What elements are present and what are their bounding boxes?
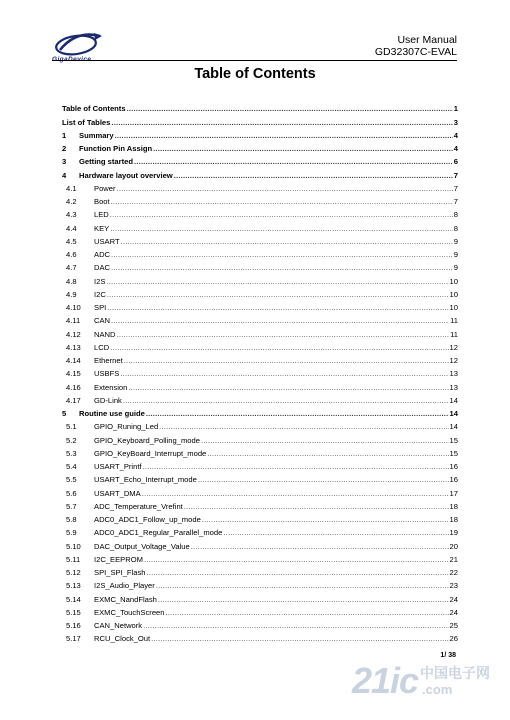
toc-entry-title: Routine use guide — [79, 409, 145, 418]
toc-entry[interactable] — [62, 498, 458, 511]
page-number: 1/ 38 — [440, 652, 456, 659]
toc-entry-title: KEY — [94, 223, 110, 233]
toc-entry-title: List of Tables — [62, 117, 111, 127]
toc-leader-dots — [151, 634, 448, 643]
toc-entry-number: 4.6 — [66, 250, 77, 259]
toc-leader-dots — [207, 449, 448, 458]
toc-entry-page: 4 — [453, 130, 458, 140]
toc-leader-dots — [111, 263, 453, 272]
toc-leader-dots — [117, 330, 450, 339]
toc-entry-title: NAND — [94, 329, 116, 339]
toc-entry-title: LCD — [94, 342, 110, 352]
toc-entry-number: 5.13 — [66, 581, 81, 591]
toc-entry-number: 5.9 — [66, 528, 77, 538]
toc-entry-page: 12 — [449, 342, 458, 352]
toc-leader-dots — [107, 303, 448, 312]
toc-entry-number: 5.10 — [66, 541, 81, 551]
toc-entry-number: 4.4 — [66, 223, 77, 233]
toc-entry-number: 4.10 — [66, 303, 81, 312]
toc-entry-number: 4.1 — [66, 183, 77, 193]
toc-leader-dots — [198, 475, 449, 484]
toc-entry-number: 5.5 — [66, 475, 77, 485]
toc-leader-dots — [110, 343, 448, 352]
toc-entry-number: 4.8 — [66, 276, 77, 286]
toc-entry[interactable] — [62, 551, 458, 564]
toc-leader-dots — [166, 608, 449, 617]
toc-entry[interactable] — [62, 378, 458, 391]
toc-entry-title: I2C_EEPROM — [94, 554, 143, 564]
toc-entry[interactable] — [62, 405, 458, 418]
toc-entry[interactable] — [62, 339, 458, 352]
toc-entry-title: ADC0_ADC1_Follow_up_mode — [94, 515, 201, 524]
toc-entry-page: 22 — [449, 568, 458, 577]
toc-leader-dots — [147, 568, 449, 577]
toc-entry-title: Ethernet — [94, 356, 123, 365]
toc-entry-page: 16 — [449, 475, 458, 485]
toc-entry[interactable] — [62, 127, 458, 140]
toc-leader-dots — [111, 118, 452, 127]
toc-entry-page: 21 — [449, 554, 458, 564]
toc-entry-title: Hardware layout overview — [79, 170, 173, 180]
toc-entry-title: Getting started — [79, 157, 134, 167]
toc-entry-page: 1 — [453, 104, 458, 114]
toc-leader-dots — [201, 436, 449, 445]
toc-entry-number: 4.13 — [66, 342, 81, 352]
toc-entry-number: 4.16 — [66, 382, 81, 392]
toc-entry-page: 14 — [449, 422, 458, 432]
toc-entry-page: 7 — [453, 170, 458, 180]
toc-entry-page: 26 — [449, 634, 458, 644]
toc-leader-dots — [223, 528, 448, 537]
toc-entry-number: 5.17 — [66, 634, 81, 644]
toc-entry-page: 10 — [449, 303, 458, 312]
toc-entry-number: 3 — [62, 157, 67, 167]
toc-leader-dots — [143, 462, 449, 471]
toc-leader-dots — [110, 210, 453, 219]
toc-entry-page: 17 — [449, 488, 458, 498]
toc-leader-dots — [142, 489, 449, 498]
toc-entry[interactable] — [62, 299, 458, 312]
toc-entry-number: 5.16 — [66, 621, 81, 630]
toc-entry[interactable] — [62, 246, 458, 259]
watermark-logo: 21ic — [352, 660, 419, 701]
toc-entry-title: ADC_Temperature_Vrefint — [94, 501, 183, 511]
toc-entry[interactable] — [62, 630, 458, 643]
toc-entry-number: 5.3 — [66, 448, 77, 458]
toc-entry[interactable] — [62, 418, 458, 431]
toc-entry-number: 5.4 — [66, 462, 77, 471]
toc-entry-number: 5.1 — [66, 422, 77, 432]
toc-leader-dots — [159, 422, 448, 431]
table-of-contents — [62, 100, 458, 643]
toc-entry-number: 5.7 — [66, 501, 77, 511]
toc-entry[interactable] — [62, 365, 458, 378]
toc-entry-number: 5.11 — [66, 554, 81, 564]
toc-entry-number: 4 — [62, 170, 67, 180]
logo-wordmark: GigaDevice — [52, 56, 92, 63]
toc-entry-title: Function Pin Assign — [79, 144, 153, 153]
toc-leader-dots — [202, 515, 449, 524]
toc-entry[interactable] — [62, 100, 458, 113]
toc-entry-page: 18 — [449, 501, 458, 511]
toc-entry-title: GPIO_Runing_Led — [94, 422, 159, 432]
toc-entry-page: 15 — [449, 448, 458, 458]
toc-entry-title: GPIO_Keyboard_Polling_mode — [94, 435, 200, 445]
toc-entry-page: 4 — [453, 144, 458, 153]
toc-entry[interactable] — [62, 590, 458, 603]
toc-entry[interactable] — [62, 524, 458, 537]
toc-entry[interactable] — [62, 193, 458, 206]
toc-leader-dots — [117, 184, 453, 193]
toc-entry-page: 8 — [453, 210, 458, 220]
toc-entry[interactable] — [62, 312, 458, 325]
toc-entry-title: DAC_Output_Voltage_Value — [94, 541, 190, 551]
toc-entry[interactable] — [62, 617, 458, 630]
toc-entry-title: I2S_Audio_Player — [94, 581, 155, 591]
toc-leader-dots — [128, 383, 448, 392]
toc-entry[interactable] — [62, 431, 458, 444]
toc-entry-number: 5.12 — [66, 568, 81, 577]
toc-entry-title: ADC — [94, 250, 111, 259]
toc-entry-title: USART_Printf — [94, 462, 142, 471]
toc-entry-number: 4.12 — [66, 329, 81, 339]
toc-leader-dots — [143, 621, 448, 630]
toc-entry[interactable] — [62, 392, 458, 405]
toc-entry[interactable] — [62, 445, 458, 458]
header-doc-type: User Manual — [397, 34, 457, 46]
toc-entry-title: EXMC_NandFlash — [94, 594, 157, 604]
toc-entry-number: 5.6 — [66, 488, 77, 498]
toc-entry-page: 9 — [453, 250, 458, 259]
toc-entry-title: SPI — [94, 303, 107, 312]
toc-entry-title: Power — [94, 183, 116, 193]
toc-entry[interactable] — [62, 458, 458, 471]
toc-entry-page: 8 — [453, 223, 458, 233]
toc-leader-dots — [144, 555, 449, 564]
toc-leader-dots — [110, 224, 453, 233]
toc-leader-dots — [146, 409, 449, 418]
toc-leader-dots — [120, 369, 448, 378]
toc-entry-number: 5.8 — [66, 515, 77, 524]
toc-entry-number: 2 — [62, 144, 67, 153]
toc-entry-page: 14 — [449, 409, 458, 418]
toc-entry-title: I2C — [94, 289, 106, 299]
toc-leader-dots — [156, 581, 449, 590]
toc-entry-page: 11 — [450, 329, 458, 339]
toc-entry-page: 16 — [449, 462, 458, 471]
header-rule — [52, 60, 457, 61]
toc-entry[interactable] — [62, 352, 458, 365]
toc-entry[interactable] — [62, 259, 458, 272]
page-title: Table of Contents — [194, 66, 316, 82]
toc-entry-title: Summary — [79, 130, 114, 140]
toc-entry-number: 4.17 — [66, 395, 81, 405]
toc-entry-page: 13 — [449, 382, 458, 392]
toc-entry-number: 5.2 — [66, 435, 77, 445]
toc-entry-page: 14 — [449, 395, 458, 405]
toc-leader-dots — [111, 197, 453, 206]
toc-leader-dots — [106, 277, 448, 286]
toc-entry-number: 1 — [62, 130, 67, 140]
toc-entry-page: 6 — [453, 157, 458, 167]
toc-entry-number: 5.14 — [66, 594, 81, 604]
toc-entry[interactable] — [62, 564, 458, 577]
toc-entry[interactable] — [62, 604, 458, 617]
toc-entry-number: 5 — [62, 409, 67, 418]
toc-entry[interactable] — [62, 180, 458, 193]
watermark-com-text: .com — [422, 682, 453, 697]
toc-entry[interactable] — [62, 206, 458, 219]
toc-entry[interactable] — [62, 233, 458, 246]
toc-entry-page: 7 — [453, 183, 458, 193]
toc-entry-page: 24 — [449, 594, 458, 604]
toc-entry-page: 24 — [449, 607, 458, 617]
toc-entry-title: Extension — [94, 382, 128, 392]
toc-entry[interactable] — [62, 166, 458, 179]
toc-entry-number: 5.15 — [66, 607, 81, 617]
toc-entry-title: EXMC_TouchScreen — [94, 607, 165, 617]
toc-entry-number: 4.7 — [66, 263, 77, 273]
toc-entry[interactable] — [62, 219, 458, 232]
toc-entry-page: 3 — [453, 117, 458, 127]
toc-entry-page: 7 — [453, 197, 458, 206]
toc-entry[interactable] — [62, 325, 458, 338]
toc-entry-title: GPIO_KeyBoard_Interrupt_mode — [94, 448, 207, 458]
toc-entry-page: 12 — [449, 356, 458, 365]
toc-leader-dots — [127, 104, 453, 113]
toc-entry-title: Table of Contents — [62, 104, 126, 114]
toc-entry-title: Boot — [94, 197, 110, 206]
toc-entry-number: 4.5 — [66, 236, 77, 246]
toc-leader-dots — [191, 542, 449, 551]
toc-entry[interactable] — [62, 153, 458, 166]
toc-leader-dots — [115, 131, 453, 140]
logo-swoosh-icon — [52, 30, 108, 58]
toc-entry-page: 18 — [449, 515, 458, 524]
toc-entry[interactable] — [62, 511, 458, 524]
toc-entry-title: USART_DMA — [94, 488, 141, 498]
toc-entry[interactable] — [62, 140, 458, 153]
watermark-cn-text: 中国电子网 — [420, 665, 490, 681]
toc-entry-page: 13 — [449, 369, 458, 379]
toc-entry-page: 23 — [449, 581, 458, 591]
toc-leader-dots — [153, 144, 453, 153]
toc-entry-title: LED — [94, 210, 109, 220]
toc-leader-dots — [111, 250, 453, 259]
toc-entry-number: 4.2 — [66, 197, 77, 206]
toc-entry-number: 4.3 — [66, 210, 77, 220]
toc-entry-number: 4.15 — [66, 369, 81, 379]
toc-entry-title: CAN — [94, 316, 111, 326]
toc-leader-dots — [184, 502, 449, 511]
toc-entry-page: 10 — [449, 289, 458, 299]
header-doc-name: GD32307C-EVAL — [374, 46, 457, 58]
toc-entry[interactable] — [62, 537, 458, 550]
toc-entry-page: 9 — [453, 263, 458, 273]
toc-entry-title: SPI_SPI_Flash — [94, 568, 146, 577]
toc-entry-number: 4.14 — [66, 356, 81, 365]
toc-entry-title: RCU_Clock_Out — [94, 634, 151, 644]
toc-leader-dots — [107, 290, 449, 299]
toc-entry-title: CAN_Network — [94, 621, 143, 630]
toc-entry-title: USART — [94, 236, 120, 246]
toc-entry-title: DAC — [94, 263, 111, 273]
toc-entry-title: GD-Link — [94, 395, 122, 405]
toc-leader-dots — [158, 595, 449, 604]
toc-entry-title: I2S — [94, 276, 106, 286]
toc-entry[interactable] — [62, 272, 458, 285]
toc-entry-title: USBFS — [94, 369, 120, 379]
toc-entry[interactable] — [62, 484, 458, 497]
toc-entry[interactable] — [62, 113, 458, 126]
toc-leader-dots — [124, 356, 449, 365]
toc-entry-page: 20 — [449, 541, 458, 551]
toc-entry-page: 15 — [449, 435, 458, 445]
toc-entry-page: 10 — [449, 276, 458, 286]
toc-entry-title: ADC0_ADC1_Regular_Parallel_mode — [94, 528, 223, 538]
toc-leader-dots — [174, 171, 453, 180]
toc-entry-page: 11 — [450, 316, 458, 326]
toc-entry-number: 4.9 — [66, 289, 77, 299]
toc-entry-page: 25 — [449, 621, 458, 630]
toc-entry[interactable] — [62, 471, 458, 484]
toc-entry[interactable] — [62, 286, 458, 299]
toc-entry-number: 4.11 — [66, 316, 81, 326]
toc-entry-page: 19 — [449, 528, 458, 538]
toc-entry[interactable] — [62, 577, 458, 590]
toc-leader-dots — [111, 316, 449, 325]
toc-leader-dots — [121, 237, 453, 246]
toc-entry-page: 9 — [453, 236, 458, 246]
toc-leader-dots — [123, 396, 449, 405]
toc-leader-dots — [134, 157, 453, 166]
toc-entry-title: USART_Echo_Interrupt_mode — [94, 475, 197, 485]
